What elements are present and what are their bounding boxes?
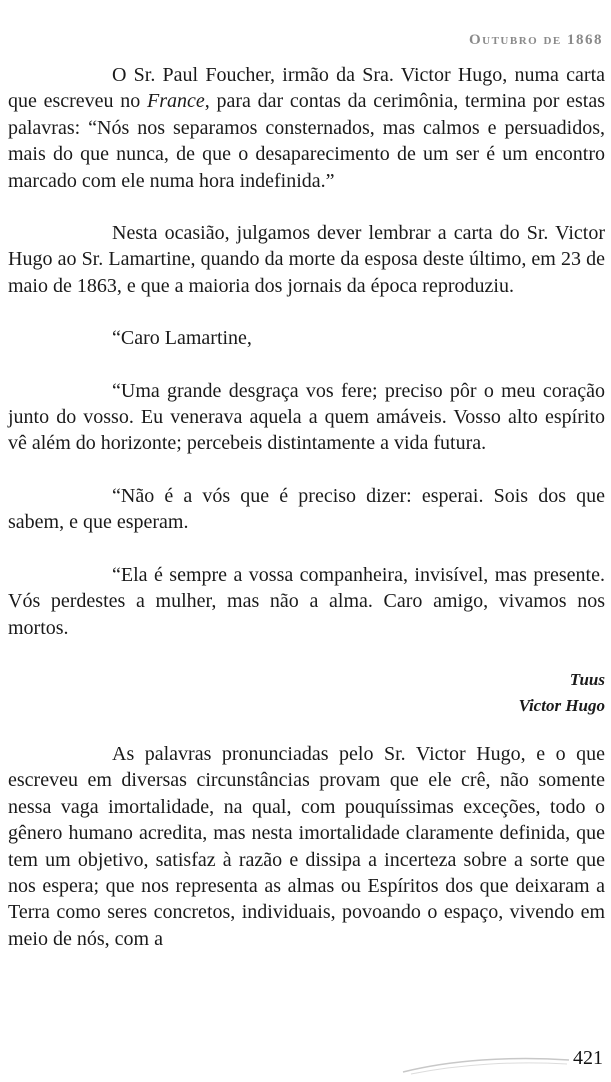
letter-paragraph-2: “Não é a vós que é preciso dizer: esperai. Sois dos que sabem, e que esperam. bbox=[8, 484, 605, 534]
newspaper-title: France bbox=[146, 90, 205, 113]
paragraph-1-start: O Sr. Paul Foucher, irmão da Sra. Victor Hugo, numa carta que escreveu no bbox=[8, 64, 605, 113]
letter-paragraph-3: “Ela é sempre a vossa companheira, invisível, mas presente. Vós perdestes a mulher, mas não a alma. Caro amigo, vivamos nos mortos. bbox=[8, 563, 605, 639]
paragraph-2: Nesta ocasião, julgamos dever lembrar a carta do Sr. Victor Hugo ao Sr. Lamartine, quando da morte da esposa deste último, em 23 de maio de 1863, e que a maioria dos jornais da época reproduziu. bbox=[8, 222, 605, 297]
page-ornament-swoosh bbox=[401, 1052, 571, 1076]
paragraph-1 bbox=[8, 62, 605, 194]
signature-name: Victor Hugo bbox=[518, 695, 605, 715]
letter-paragraph-1: “Uma grande desgraça vos fere; preciso pôr o meu coração junto do vosso. Eu venerava aquela a quem amáveis. Vosso alto espírito vê além do horizonte; percebeis distintamente a vida futura. bbox=[8, 379, 605, 455]
running-header: Outubro de 1868 bbox=[468, 32, 603, 48]
paragraph-1-end: , para dar contas da cerimônia, termina por estas palavras: “Nós nos separamos consternados, mas calmos e persuadidos, mais do que nunca, de que o desaparecimento de um ser é um encontro marcado com ele numa hora indefinida.” bbox=[8, 90, 605, 192]
signature-closing: Tuus bbox=[569, 669, 605, 689]
page-body bbox=[8, 62, 605, 952]
letter-salutation: “Caro Lamartine, bbox=[112, 327, 252, 350]
page-number: 421 bbox=[573, 1047, 603, 1069]
paragraph-3: As palavras pronunciadas pelo Sr. Victor Hugo, e o que escreveu em diversas circunstâncias provam que ele crê, não somente nessa vaga imortalidade, na qual, com pouquíssimas exceções, todo o gênero humano acredita, mas nesta imortalidade claramente definida, que tem um objetivo, satisfaz à razão e dissipa a incerteza sobre a sorte que nos espera; que nos representa as almas ou Espíritos dos que deixaram a Terra como seres concretos, individuais, povoando o espaço, vivendo em meio de nós, com a bbox=[8, 742, 605, 950]
